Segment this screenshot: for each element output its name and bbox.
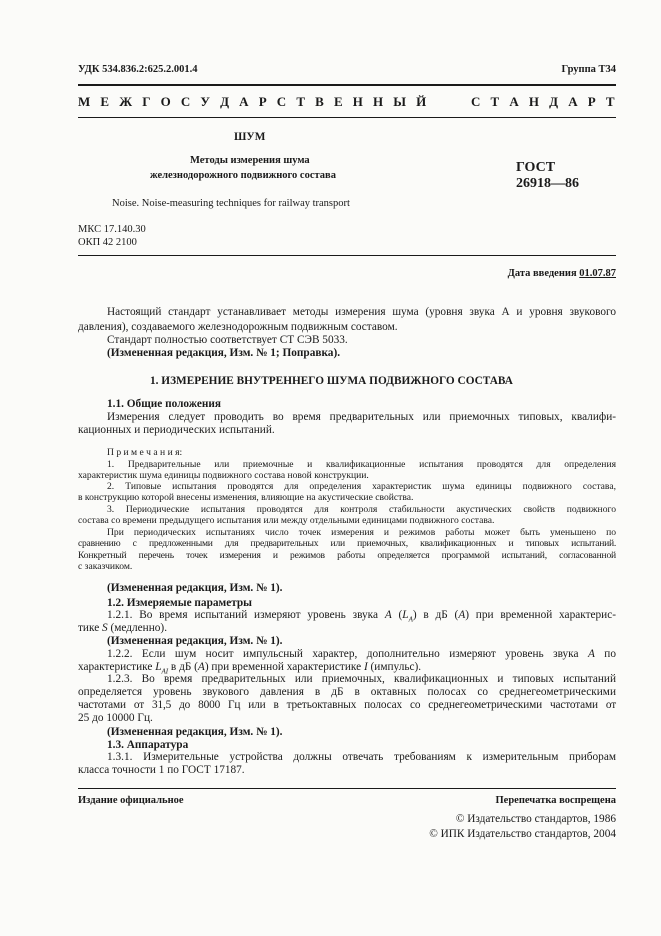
official-edition: Издание официальное — [78, 795, 184, 806]
note-3-line-2: состава со времени предыдущего испытания или между отдельными единицами подвижного состава. — [78, 515, 495, 526]
standard-banner: М Е Ж Г О С У Д А Р С Т В Е Н Н Ы Й С Т А Н Д А Р Т — [78, 94, 616, 109]
date-label: Дата введения — [507, 268, 577, 279]
title-line-2: железнодорожного подвижного состава — [150, 170, 336, 181]
subsection-1-3: 1.3. Аппаратура — [107, 739, 189, 751]
subsection-1-2: 1.2. Измеряемые параметры — [107, 597, 252, 609]
section-1-heading: 1. ИЗМЕРЕНИЕ ВНУТРЕННЕГО ШУМА ПОДВИЖНОГО СОСТАВА — [150, 375, 513, 387]
note-4-line-1: При периодических испытаниях число точек измерения и режимов работы может быть уменьшено по — [107, 527, 616, 538]
note-4-line-4: с заказчиком. — [78, 561, 133, 572]
intro-sev: Стандарт полностью соответствует СТ СЭВ 5033. — [107, 334, 348, 346]
title-line-1: Методы измерения шума — [190, 155, 310, 166]
footer-rule — [78, 788, 616, 789]
p123-line-1: 1.2.3. Во время предварительных или приемочных, квалификационных и типовых испытаний — [107, 673, 616, 685]
p121-line-1: 1.2.1. Во время испытаний измеряют уровень звука A $(L_A)$ в дБ (A) при временной характерис- — [107, 609, 616, 624]
okp-code: ОКП 42 2100 — [78, 237, 137, 248]
p121-line-2: тике S (медленно). — [78, 622, 168, 634]
english-title: Noise. Noise-measuring techniques for railway transport — [112, 198, 350, 209]
amendment-1: (Измененная редакция, Изм. № 1). — [107, 582, 283, 594]
amendment-3: (Измененная редакция, Изм. № 1). — [107, 726, 283, 738]
intro-line-2: давления), создаваемого железнодорожным подвижным составом. — [78, 321, 398, 333]
note-4-line-3: Конкретный перечень точек измерения и режимов работы определяется программой испытаний, согласованной — [78, 550, 616, 561]
p123-line-2: определяется уровень звукового давления в дБ в октавных полосах со среднегеометрическими — [78, 686, 616, 698]
mks-code: МКС 17.140.30 — [78, 224, 146, 235]
p131-line-1: 1.3.1. Измерительные устройства должны отвечать требованиям к измерительным приборам — [107, 751, 616, 763]
gost-label: ГОСТ — [516, 160, 556, 175]
intro-line-1: Настоящий стандарт устанавливает методы измерения шума (уровня звука А и уровня звукового — [107, 306, 616, 318]
top-rule — [78, 84, 616, 86]
effective-date — [508, 268, 616, 279]
notes-label: П р и м е ч а н и я: — [107, 447, 183, 458]
note-2-line-1: 2. Типовые испытания проводятся для определения характеристик шума единицы подвижного состава, — [107, 481, 616, 492]
gost-number: 26918—86 — [516, 176, 579, 191]
copyright-1986: © Издательство стандартов, 1986 — [455, 813, 616, 825]
p11-line-1: Измерения следует проводить во время предварительных или приемочных типовых, квалифи- — [107, 411, 616, 423]
subsection-1-1: 1.1. Общие положения — [107, 398, 221, 410]
note-2-line-2: в конструкцию которой внесены изменения, влияющие на акустические свойства. — [78, 492, 414, 503]
udk-code: УДК 534.836.2:625.2.001.4 — [78, 64, 198, 75]
reprint-prohibited: Перепечатка воспрещена — [495, 795, 616, 806]
codes-rule — [78, 255, 616, 256]
p122-line-2: характеристике $L_{AI}$ в дБ (A) при временной характеристике I (импульс). — [78, 661, 422, 676]
date-value: 01.07.87 — [579, 268, 616, 279]
amendment-2: (Измененная редакция, Изм. № 1). — [107, 635, 283, 647]
p123-line-4: 25 до 10000 Гц. — [78, 712, 153, 724]
intro-amendment: (Измененная редакция, Изм. № 1; Поправка). — [107, 347, 341, 359]
document-title: ШУМ — [234, 131, 266, 143]
note-4-line-2: сравнению с предложенными для предварительных или приемочных, квалификационных и типовых испытаний. — [78, 538, 616, 549]
group-code: Группа Т34 — [561, 64, 616, 75]
p11-line-2: кационных и периодических испытаний. — [78, 424, 275, 436]
p123-line-3: частотами от 31,5 до 8000 Гц или в третьоктавных полосах со среднегеометрическими частотами от — [78, 699, 616, 711]
p122-line-1: 1.2.2. Если шум носит импульсный характер, дополнительно измеряют уровень звука A по — [107, 648, 616, 660]
banner-rule — [78, 117, 616, 118]
copyright-2004: © ИПК Издательство стандартов, 2004 — [429, 828, 616, 840]
p131-line-2: класса точности 1 по ГОСТ 17187. — [78, 764, 245, 776]
note-3-line-1: 3. Периодические испытания проводятся для контроля стабильности акустических свойств подвижного — [107, 504, 616, 515]
note-1-line-2: характеристик шума единицы подвижного состава новой конструкции. — [78, 470, 369, 481]
note-1-line-1: 1. Предварительные или приемочные и квалификационные испытания проводятся для определения — [107, 459, 616, 470]
